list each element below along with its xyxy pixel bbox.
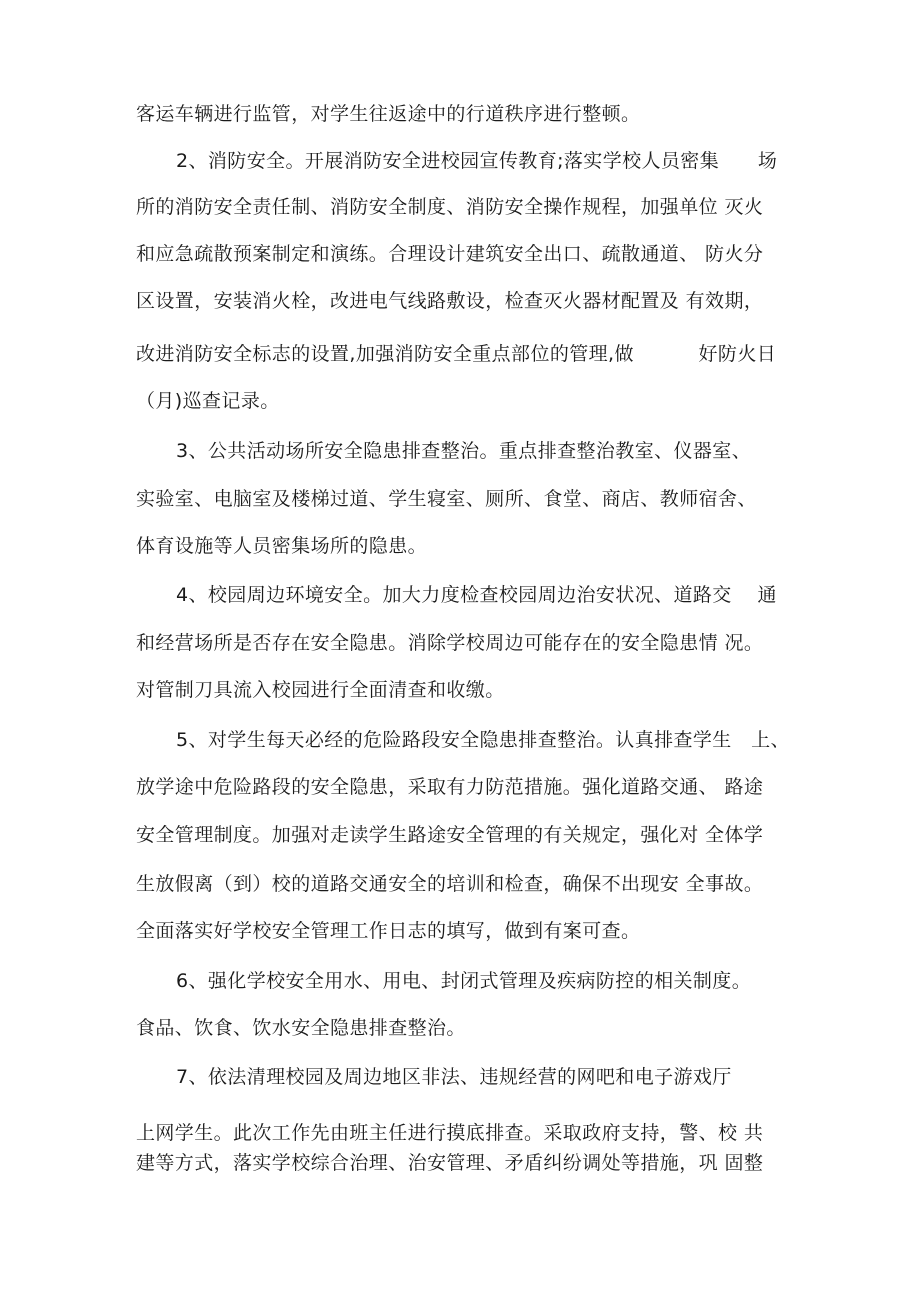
- text-line: 建等方式，落实学校综合治理、治安管理、矛盾纠纷调处等措施，巩 固整: [136, 1152, 764, 1174]
- section-heading-fire-safety: 2、消防安全。开展消防安全进校园宣传教育;落实学校人员密集 场: [176, 150, 778, 172]
- section-heading-campus-surroundings: 4、校园周边环境安全。加大力度检查校园周边治安状况、道路交 通: [176, 584, 777, 606]
- text-line: 和应急疏散预案制定和演练。合理设计建筑安全出口、疏散通道、 防火分: [136, 243, 764, 265]
- section-heading-road-safety: 5、对学生每天必经的危险路段安全隐患排查整治。认真排查学生 上、: [176, 729, 790, 751]
- text-line: 实验室、电脑室及楼梯过道、学生寝室、厕所、食堂、商店、教师宿舍、: [136, 488, 757, 510]
- text-line: 全面落实好学校安全管理工作日志的填写，做到有案可查。: [136, 920, 641, 942]
- text-line: （月)巡查记录。: [136, 390, 280, 412]
- text-line: 安全管理制度。加强对走读学生路途安全管理的有关规定，强化对 全体学: [136, 824, 764, 846]
- text-line: 区设置，安装消火栓，改进电气线路敷设，检查灭火器材配置及 有效期，: [136, 290, 764, 312]
- section-heading-internet-cafes: 7、依法清理校园及周边地区非法、违规经营的网吧和电子游戏厅: [176, 1066, 732, 1088]
- section-heading-public-areas: 3、公共活动场所安全隐患排查整治。重点排查整治教室、仪器室、: [176, 440, 752, 462]
- text-line: 和经营场所是否存在安全隐患。消除学校周边可能存在的安全隐患情 况。: [136, 632, 764, 654]
- text-line: 放学途中危险路段的安全隐患，采取有力防范措施。强化道路交通、 路途: [136, 776, 764, 798]
- text-line: 食品、饮食、饮水安全隐患排查整治。: [136, 1017, 466, 1039]
- text-line: 生放假离（到）校的道路交通安全的培训和检查，确保不出现安 全事故。: [136, 873, 764, 895]
- text-line: 体育设施等人员密集场所的隐患。: [136, 535, 428, 557]
- text-line: 客运车辆进行监管，对学生往返途中的行道秩序进行整顿。: [136, 103, 641, 125]
- text-line: 上网学生。此次工作先由班主任进行摸底排查。采取政府支持，警、校 共: [136, 1122, 764, 1144]
- text-line: 所的消防安全责任制、消防安全制度、消防安全操作规程，加强单位 灭火: [136, 196, 764, 218]
- section-heading-utilities: 6、强化学校安全用水、用电、封闭式管理及疾病防控的相关制度。: [176, 970, 752, 992]
- text-line: 对管制刀具流入校园进行全面清查和收缴。: [136, 679, 505, 701]
- text-line: 改进消防安全标志的设置,加强消防安全重点部位的管理,做 好防火日: [136, 343, 777, 365]
